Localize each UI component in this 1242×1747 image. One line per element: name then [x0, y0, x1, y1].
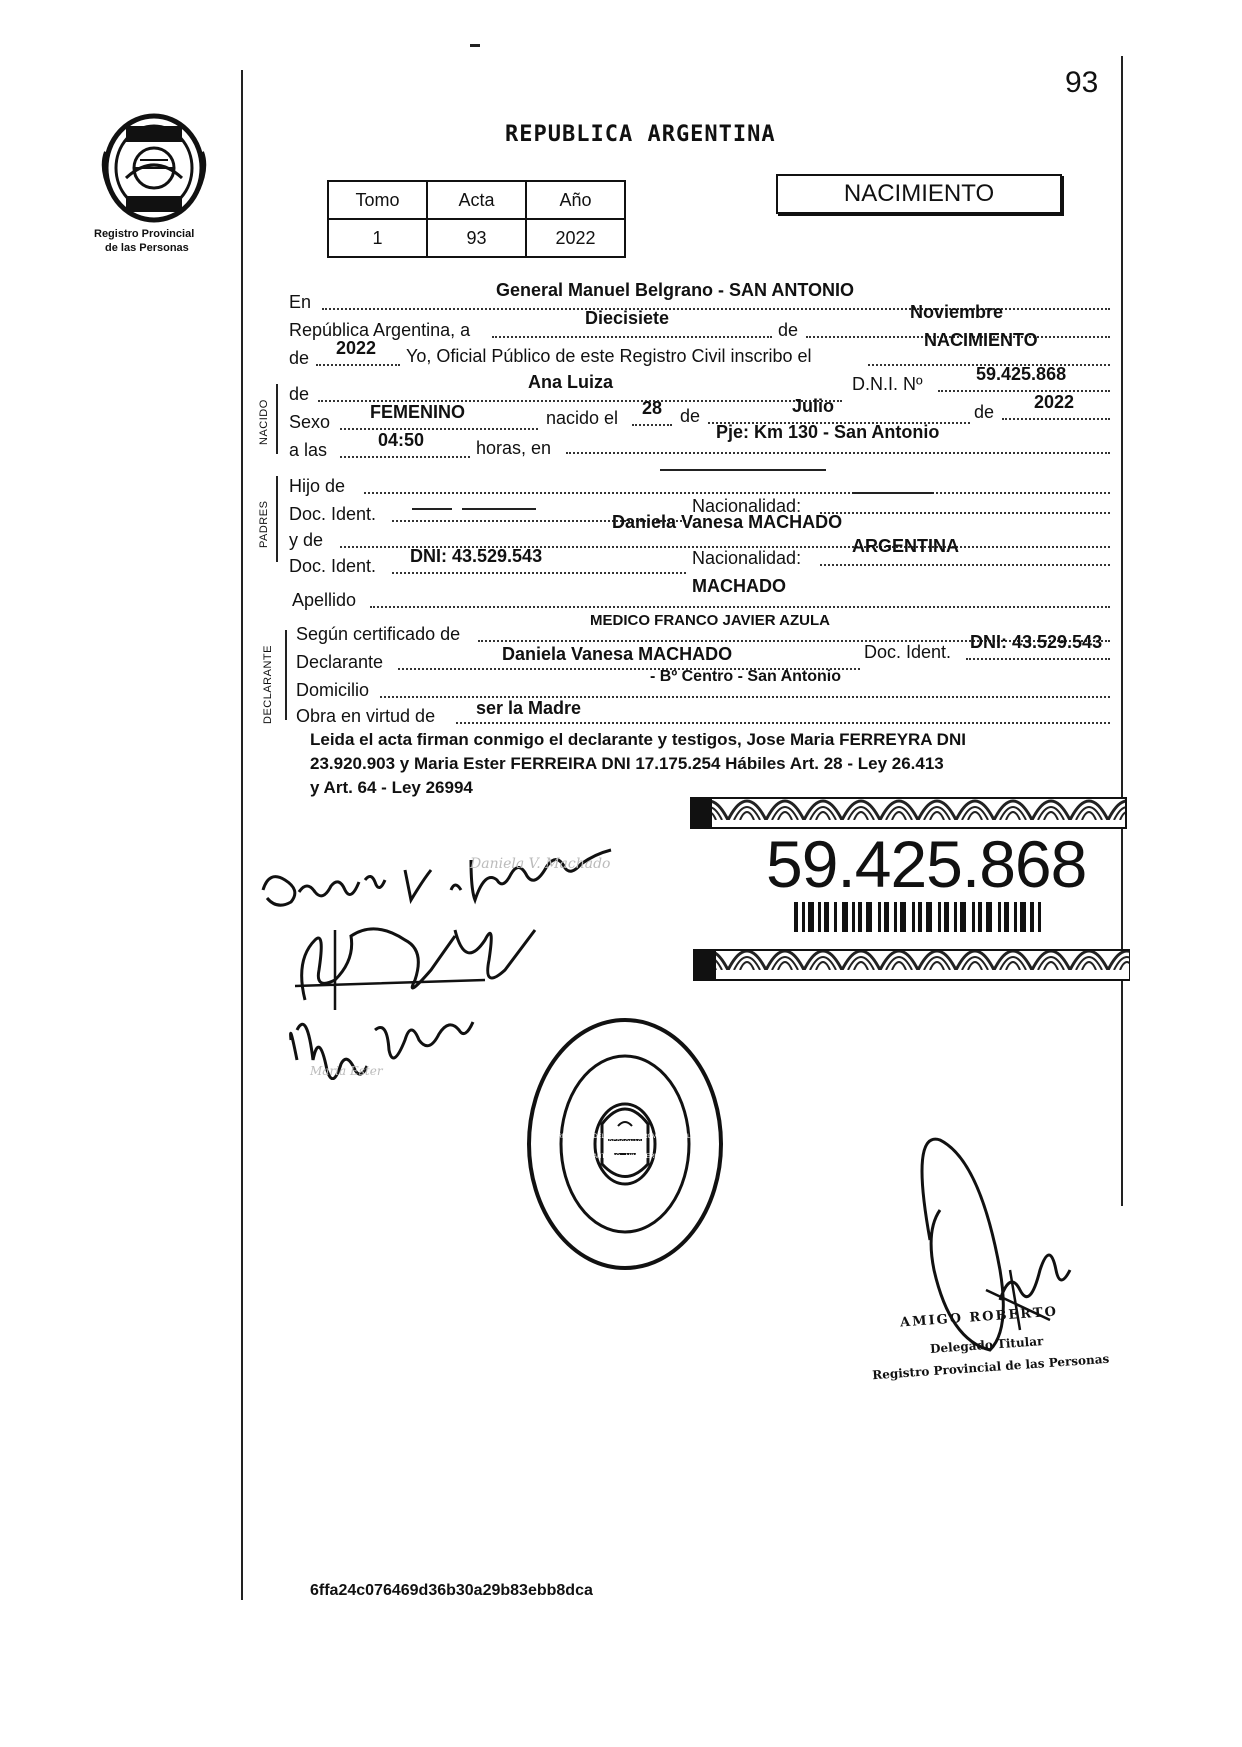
nacido-bracket [276, 384, 278, 454]
intro-year-prefix: de [289, 348, 310, 368]
nacido-day-value: 28 [642, 398, 663, 418]
nacido-sexo-value: FEMENINO [370, 402, 466, 422]
apellido-dots [370, 606, 1110, 608]
en-value: General Manuel Belgrano - SAN ANTONIO [496, 280, 855, 300]
officer-text: Yo, Oficial Público de este Registro Civil inscribo el [406, 346, 812, 366]
logo-caption-2: de las Personas [105, 242, 189, 254]
mother-nat-dots [820, 564, 1110, 566]
declarante-doc-value: DNI: 43.529.543 [970, 632, 1103, 652]
horas-label: horas, en [476, 438, 552, 458]
nacido-month-value: Julio [792, 396, 835, 416]
nacido-place-value: Pje: Km 130 - San Antonio [716, 422, 940, 442]
closing-line-2: 23.920.903 y Maria Ester FERREIRA DNI 17.175.254 Hábiles Art. 28 - Ley 26.413 [310, 754, 944, 773]
table-header-tomo: Tomo [328, 181, 427, 219]
obra-label: Obra en virtud de [296, 706, 436, 726]
domicilio-value: - Bº Centro - San Antonio [650, 668, 842, 685]
table-header-ano: Año [526, 181, 625, 219]
logo-caption-1: Registro Provincial [94, 228, 195, 240]
closing-line-1: Leida el acta firman conmigo el declarante y testigos, Jose Maria FERREYRA DNI [310, 730, 966, 749]
mother-name-value: Daniela Vanesa MACHADO [612, 512, 843, 532]
nacido-section-label: NACIDO [258, 399, 270, 445]
seal-outer-text: DIREC. GRAL. DEL REGISTRO PROVINCIAL DE LAS PERSONAS [551, 1134, 699, 1146]
dni-label: D.N.I. Nº [852, 374, 923, 394]
province-logo [96, 112, 212, 228]
table-value-acta: 93 [427, 219, 526, 257]
stray-mark [470, 44, 480, 47]
nacido-de-label: de [289, 384, 310, 404]
document-hash: 6ffa24c076469d36b30a29b83ebb8dca [310, 1582, 593, 1599]
id-sticker-number: 59.425.868 [766, 827, 1087, 901]
nacido-de-label-3: de [974, 402, 995, 422]
apellido-value: MACHADO [692, 576, 786, 596]
day-dots [632, 424, 672, 426]
nacido-dni-value: 59.425.868 [976, 364, 1067, 384]
nacido-name-value: Ana Luiza [528, 372, 614, 392]
padres-nacionalidad-label: Nacionalidad: [692, 496, 802, 516]
en-label: En [289, 292, 312, 312]
padres-nacionalidad-label-2: Nacionalidad: [692, 548, 802, 568]
padres-doc-label: Doc. Ident. [289, 504, 377, 524]
document-title: REPUBLICA ARGENTINA [505, 122, 776, 147]
hour-dots [340, 456, 470, 458]
republica-label: República Argentina, a [289, 320, 471, 340]
nacido-de-label-2: de [680, 406, 701, 426]
mother-doc-dots [392, 572, 686, 574]
nacido-hour-value: 04:50 [378, 430, 425, 450]
padres-nac-dots [820, 512, 1110, 514]
official-name: AMIGO ROBERTO [899, 1304, 1059, 1331]
intro-inscribe-value: NACIMIENTO [924, 330, 1038, 350]
certificado-value: MEDICO FRANCO JAVIER AZULA [590, 612, 830, 629]
declarante-doc-label: Doc. Ident. [864, 642, 952, 662]
sexo-label: Sexo [289, 412, 331, 432]
mother-doc-value: DNI: 43.529.543 [410, 546, 543, 566]
right-margin-line [1121, 56, 1123, 1206]
domicilio-label: Domicilio [296, 680, 370, 700]
record-type-box [776, 174, 1062, 214]
place-dots [566, 452, 1110, 454]
intro-month-value: Noviembre [910, 302, 1004, 322]
page-number: 93 [1065, 66, 1099, 99]
blank-dash-2 [412, 508, 452, 510]
hijo-dots [364, 492, 1110, 494]
official-office: Registro Provincial de las Personas [871, 1351, 1110, 1383]
mother-nat-value: ARGENTINA [852, 536, 959, 556]
obra-value: ser la Madre [476, 698, 582, 718]
sexo-dots [340, 428, 538, 430]
year-dots [316, 364, 400, 366]
dni-dots [938, 390, 1110, 392]
id-sticker [690, 790, 1130, 990]
declarante-value: Daniela Vanesa MACHADO [502, 644, 733, 664]
closing-line-3: y Art. 64 - Ley 26994 [310, 778, 473, 797]
padres-doc-label-2: Doc. Ident. [289, 556, 377, 576]
blank-dash-1 [660, 469, 826, 471]
intro-day-value: Diecisiete [585, 308, 670, 328]
padres-section-label: PADRES [258, 500, 270, 548]
table-header-acta: Acta [427, 181, 526, 219]
seal-inner-text: SAN ANTONIO · MINISTERIO DE GOBIERNO [579, 1154, 671, 1166]
nacido-year-dots [1002, 418, 1110, 420]
republica-dots [492, 336, 772, 338]
declarante-section-label: DECLARANTE [262, 645, 274, 724]
declarante-doc-dots [966, 658, 1110, 660]
certificado-label: Según certificado de [296, 624, 461, 644]
intro-year-value: 2022 [336, 338, 377, 358]
alas-label: a las [289, 440, 328, 460]
yde-label: y de [289, 530, 324, 550]
nacido-year-value: 2022 [1034, 392, 1075, 412]
obra-dots [456, 722, 1110, 724]
province-shield-icon [96, 112, 212, 228]
intro-de-label: de [778, 320, 799, 340]
declarante-label: Declarante [296, 652, 384, 672]
blank-dash-3 [462, 508, 536, 510]
table-value-ano: 2022 [526, 219, 625, 257]
apellido-label: Apellido [292, 590, 357, 610]
hijo-label: Hijo de [289, 476, 346, 496]
blank-dash-4 [852, 492, 934, 494]
left-margin-line [241, 70, 243, 1600]
nacido-el-label: nacido el [546, 408, 619, 428]
table-value-tomo: 1 [328, 219, 427, 257]
padres-bracket [276, 476, 278, 562]
signature-1-text: Daniela V. Machado [470, 856, 611, 872]
signature-3-text: Maria Ester [310, 1064, 383, 1078]
declarante-bracket [285, 630, 287, 720]
record-table [327, 180, 626, 258]
record-type: NACIMIENTO [843, 180, 995, 207]
official-seal [524, 1014, 726, 1274]
official-title: Delegado Titular [929, 1334, 1044, 1356]
